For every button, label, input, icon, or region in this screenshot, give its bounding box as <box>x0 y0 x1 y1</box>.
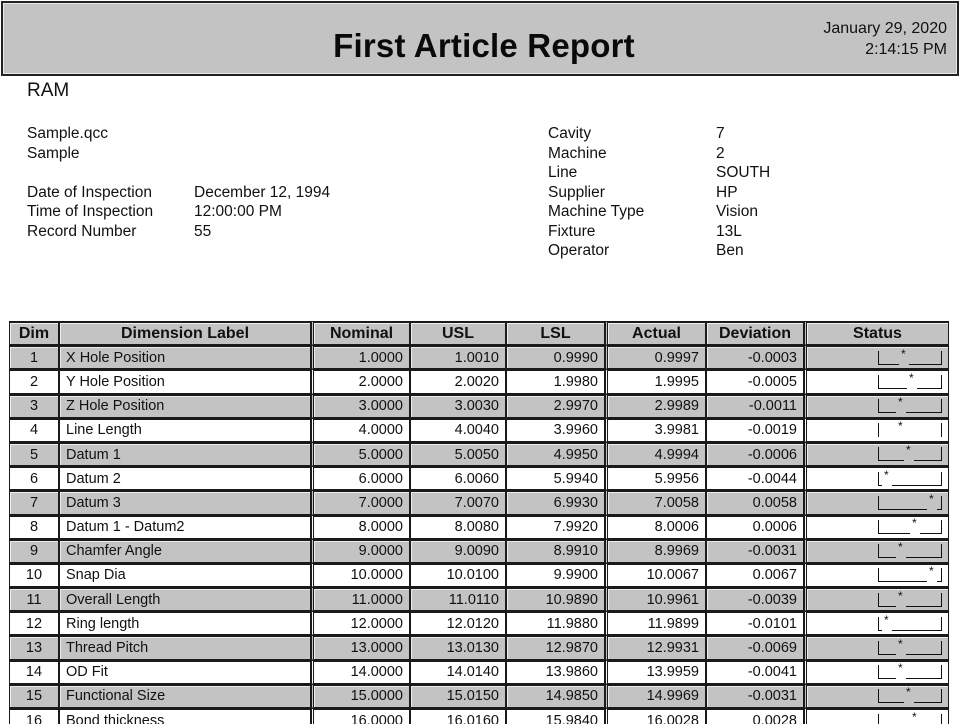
status-marker-icon: * <box>884 612 889 627</box>
cell-lsl: 5.9940 <box>506 466 605 490</box>
table-row <box>9 587 949 611</box>
cell-nominal: 7.0000 <box>311 490 410 514</box>
cell-lsl: 13.9860 <box>506 660 605 684</box>
cell-nominal: 14.0000 <box>311 660 410 684</box>
cell-actual: 4.9994 <box>605 442 706 466</box>
cell-status <box>804 539 949 563</box>
cell-status <box>804 563 949 587</box>
cell-nominal: 16.0000 <box>311 708 410 724</box>
cell-deviation: 0.0058 <box>706 490 804 514</box>
cell-lsl: 6.9930 <box>506 490 605 514</box>
field-value: 55 <box>194 222 212 240</box>
cell-lsl: 2.9970 <box>506 394 605 418</box>
cell-status <box>804 418 949 442</box>
cell-lsl: 10.9890 <box>506 587 605 611</box>
status-gauge-icon <box>878 346 942 365</box>
field-label: Line <box>548 164 578 181</box>
cell-dim: 9 <box>9 539 59 563</box>
field-value: 2 <box>716 144 725 162</box>
cell-status <box>804 587 949 611</box>
cell-label: Overall Length <box>59 587 311 611</box>
cell-deviation: -0.0011 <box>706 394 804 418</box>
cell-dim: 7 <box>9 490 59 514</box>
cell-nominal: 15.0000 <box>311 684 410 708</box>
cell-actual: 13.9959 <box>605 660 706 684</box>
cell-status <box>804 684 949 708</box>
cell-lsl: 12.9870 <box>506 635 605 659</box>
cavity <box>548 124 770 144</box>
field-label: Supplier <box>548 183 605 201</box>
cell-dim: 8 <box>9 515 59 539</box>
cell-nominal: 3.0000 <box>311 394 410 418</box>
cell-dim: 13 <box>9 635 59 659</box>
cell-actual: 5.9956 <box>605 466 706 490</box>
info-left <box>27 124 330 241</box>
cell-usl: 1.0010 <box>410 345 506 369</box>
cell-usl: 8.0080 <box>410 515 506 539</box>
status-marker-icon: * <box>898 395 903 410</box>
print-date: January 29, 2020 <box>823 20 947 37</box>
status-gauge-icon <box>878 636 942 655</box>
cell-nominal: 11.0000 <box>311 587 410 611</box>
cell-usl: 4.0040 <box>410 418 506 442</box>
cell-dim: 16 <box>9 708 59 724</box>
status-gauge-icon <box>878 612 942 631</box>
cell-deviation: 0.0028 <box>706 708 804 724</box>
field-label: Machine <box>548 144 607 162</box>
file-name: Sample.qcc <box>27 125 108 142</box>
cell-deviation: 0.0006 <box>706 515 804 539</box>
cell-usl: 12.0120 <box>410 611 506 635</box>
field-label: Date of Inspection <box>27 183 152 201</box>
cell-status <box>804 394 949 418</box>
status-gauge-icon <box>878 443 942 461</box>
cell-usl: 5.0050 <box>410 442 506 466</box>
status-marker-icon: * <box>898 661 903 676</box>
cell-label: Ring length <box>59 611 311 635</box>
table-row <box>9 611 949 635</box>
table-row <box>9 394 949 418</box>
cell-label: Datum 1 - Datum2 <box>59 515 311 539</box>
col-header-actual: Actual <box>605 321 706 345</box>
record-number <box>27 222 330 242</box>
cell-label: Z Hole Position <box>59 394 311 418</box>
cell-status <box>804 708 949 724</box>
cell-lsl: 1.9980 <box>506 369 605 393</box>
table-row <box>9 684 949 708</box>
cell-actual: 3.9981 <box>605 418 706 442</box>
status-marker-icon: * <box>884 467 889 482</box>
status-marker-icon: * <box>929 491 934 506</box>
col-header-usl: USL <box>410 321 506 345</box>
table-row <box>9 539 949 563</box>
cell-dim: 6 <box>9 466 59 490</box>
cell-status <box>804 515 949 539</box>
cell-actual: 11.9899 <box>605 611 706 635</box>
cell-status <box>804 369 949 393</box>
cell-dim: 11 <box>9 587 59 611</box>
status-marker-icon: * <box>912 709 917 724</box>
cell-label: OD Fit <box>59 660 311 684</box>
cell-label: Line Length <box>59 418 311 442</box>
cell-usl: 10.0100 <box>410 563 506 587</box>
cell-status <box>804 635 949 659</box>
cell-lsl: 4.9950 <box>506 442 605 466</box>
cell-dim: 10 <box>9 563 59 587</box>
table-row <box>9 418 949 442</box>
cell-usl: 11.0110 <box>410 587 506 611</box>
cell-nominal: 4.0000 <box>311 418 410 442</box>
cell-dim: 5 <box>9 442 59 466</box>
cell-nominal: 5.0000 <box>311 442 410 466</box>
cell-lsl: 0.9990 <box>506 345 605 369</box>
status-marker-icon: * <box>906 685 911 700</box>
cell-actual: 10.0067 <box>605 563 706 587</box>
cell-status <box>804 442 949 466</box>
cell-deviation: -0.0019 <box>706 418 804 442</box>
field-value: 12:00:00 PM <box>194 203 282 220</box>
cell-actual: 14.9969 <box>605 684 706 708</box>
col-header-label: Dimension Label <box>59 321 311 345</box>
cell-dim: 14 <box>9 660 59 684</box>
status-marker-icon: * <box>898 588 903 603</box>
status-marker-icon: * <box>909 370 914 385</box>
cell-lsl: 8.9910 <box>506 539 605 563</box>
cell-label: Chamfer Angle <box>59 539 311 563</box>
cell-label: Thread Pitch <box>59 635 311 659</box>
cell-actual: 10.9961 <box>605 587 706 611</box>
field-label: Operator <box>548 242 610 259</box>
part-name: Sample <box>27 144 80 162</box>
status-gauge-icon <box>878 564 942 582</box>
status-gauge-icon <box>878 540 942 558</box>
status-gauge-icon <box>878 419 942 437</box>
cell-nominal: 1.0000 <box>311 345 410 369</box>
cell-deviation: -0.0031 <box>706 684 804 708</box>
machine <box>548 144 770 164</box>
cell-lsl: 14.9850 <box>506 684 605 708</box>
status-gauge-icon <box>878 467 942 486</box>
cell-nominal: 8.0000 <box>311 515 410 539</box>
cell-label: Datum 3 <box>59 490 311 514</box>
supplier <box>548 183 770 203</box>
cell-deviation: -0.0044 <box>706 466 804 490</box>
cell-actual: 16.0028 <box>605 708 706 724</box>
cell-deviation: 0.0067 <box>706 563 804 587</box>
operator <box>548 241 770 261</box>
cell-usl: 13.0130 <box>410 635 506 659</box>
status-marker-icon: * <box>929 564 934 579</box>
cell-usl: 3.0030 <box>410 394 506 418</box>
cell-deviation: -0.0005 <box>706 369 804 393</box>
cell-label: Functional Size <box>59 684 311 708</box>
cell-label: Bond thickness <box>59 708 311 724</box>
cell-status <box>804 490 949 514</box>
cell-nominal: 12.0000 <box>311 611 410 635</box>
cell-usl: 9.0090 <box>410 539 506 563</box>
cell-usl: 16.0160 <box>410 708 506 724</box>
status-gauge-icon <box>878 491 942 510</box>
status-marker-icon: * <box>898 636 903 651</box>
status-gauge-icon <box>878 685 942 703</box>
table-row <box>9 563 949 587</box>
field-label: Fixture <box>548 222 596 240</box>
cell-usl: 2.0020 <box>410 369 506 393</box>
info-right <box>548 124 770 261</box>
field-label: Machine Type <box>548 203 645 220</box>
col-header-lsl: LSL <box>506 321 605 345</box>
cell-deviation: -0.0041 <box>706 660 804 684</box>
cell-deviation: -0.0101 <box>706 611 804 635</box>
cell-usl: 14.0140 <box>410 660 506 684</box>
print-time: 2:14:15 PM <box>865 41 947 58</box>
status-gauge-icon <box>878 370 942 389</box>
status-gauge-icon <box>878 588 942 607</box>
cell-usl: 6.0060 <box>410 466 506 490</box>
cell-actual: 2.9989 <box>605 394 706 418</box>
cell-actual: 8.0006 <box>605 515 706 539</box>
cell-status <box>804 611 949 635</box>
cell-actual: 8.9969 <box>605 539 706 563</box>
field-value: HP <box>716 183 738 201</box>
dimension-table <box>9 321 949 724</box>
cell-nominal: 10.0000 <box>311 563 410 587</box>
cell-lsl: 15.9840 <box>506 708 605 724</box>
table-row <box>9 345 949 369</box>
cell-actual: 1.9995 <box>605 369 706 393</box>
cell-lsl: 3.9960 <box>506 418 605 442</box>
field-value: December 12, 1994 <box>194 183 331 201</box>
status-marker-icon: * <box>898 419 903 434</box>
cell-deviation: -0.0069 <box>706 635 804 659</box>
field-label: Cavity <box>548 125 592 142</box>
field-value: 13L <box>716 222 742 240</box>
table-row <box>9 708 949 724</box>
print-timestamp <box>823 18 947 60</box>
cell-lsl: 7.9920 <box>506 515 605 539</box>
field-label: Record Number <box>27 222 137 240</box>
cell-actual: 7.0058 <box>605 490 706 514</box>
col-header-status: Status <box>804 321 949 345</box>
status-gauge-icon <box>878 516 942 534</box>
table-row <box>9 660 949 684</box>
line <box>548 163 770 183</box>
table-row <box>9 635 949 659</box>
status-gauge-icon <box>878 709 942 724</box>
status-marker-icon: * <box>906 443 911 458</box>
cell-dim: 1 <box>9 345 59 369</box>
col-header-dim: Dim <box>9 321 59 345</box>
cell-actual: 0.9997 <box>605 345 706 369</box>
cell-actual: 12.9931 <box>605 635 706 659</box>
cell-nominal: 6.0000 <box>311 466 410 490</box>
cell-lsl: 11.9880 <box>506 611 605 635</box>
fixture <box>548 222 770 242</box>
cell-usl: 7.0070 <box>410 490 506 514</box>
field-label: Time of Inspection <box>27 203 154 220</box>
cell-label: Datum 1 <box>59 442 311 466</box>
cell-deviation: -0.0031 <box>706 539 804 563</box>
cell-nominal: 9.0000 <box>311 539 410 563</box>
cell-nominal: 13.0000 <box>311 635 410 659</box>
status-marker-icon: * <box>901 346 906 361</box>
field-value: Ben <box>716 242 744 259</box>
cell-dim: 2 <box>9 369 59 393</box>
cell-label: Datum 2 <box>59 466 311 490</box>
status-gauge-icon <box>878 661 942 679</box>
field-value: SOUTH <box>716 164 771 181</box>
cell-label: Y Hole Position <box>59 369 311 393</box>
table-row <box>9 442 949 466</box>
time-of-inspection <box>27 202 330 222</box>
cell-deviation: -0.0006 <box>706 442 804 466</box>
report-header <box>1 1 959 76</box>
table-header-row <box>9 321 949 345</box>
table-row <box>9 466 949 490</box>
status-gauge-icon <box>878 395 942 413</box>
report-title: First Article Report <box>333 27 635 64</box>
cell-label: X Hole Position <box>59 345 311 369</box>
cell-dim: 3 <box>9 394 59 418</box>
cell-dim: 4 <box>9 418 59 442</box>
col-header-deviation: Deviation <box>706 321 804 345</box>
cell-lsl: 9.9900 <box>506 563 605 587</box>
cell-dim: 15 <box>9 684 59 708</box>
col-header-nominal: Nominal <box>311 321 410 345</box>
table-row <box>9 490 949 514</box>
cell-status <box>804 345 949 369</box>
status-marker-icon: * <box>898 540 903 555</box>
cell-status <box>804 466 949 490</box>
cell-status <box>804 660 949 684</box>
cell-deviation: -0.0039 <box>706 587 804 611</box>
status-marker-icon: * <box>912 516 917 530</box>
field-value: Vision <box>716 203 758 220</box>
table-row <box>9 369 949 393</box>
cell-usl: 15.0150 <box>410 684 506 708</box>
table-row <box>9 515 949 539</box>
machine-type <box>548 202 770 222</box>
cell-nominal: 2.0000 <box>311 369 410 393</box>
date-of-inspection <box>27 183 330 203</box>
cell-label: Snap Dia <box>59 563 311 587</box>
company-name: RAM <box>27 80 70 101</box>
cell-dim: 12 <box>9 611 59 635</box>
field-value: 7 <box>716 125 725 142</box>
cell-deviation: -0.0003 <box>706 345 804 369</box>
